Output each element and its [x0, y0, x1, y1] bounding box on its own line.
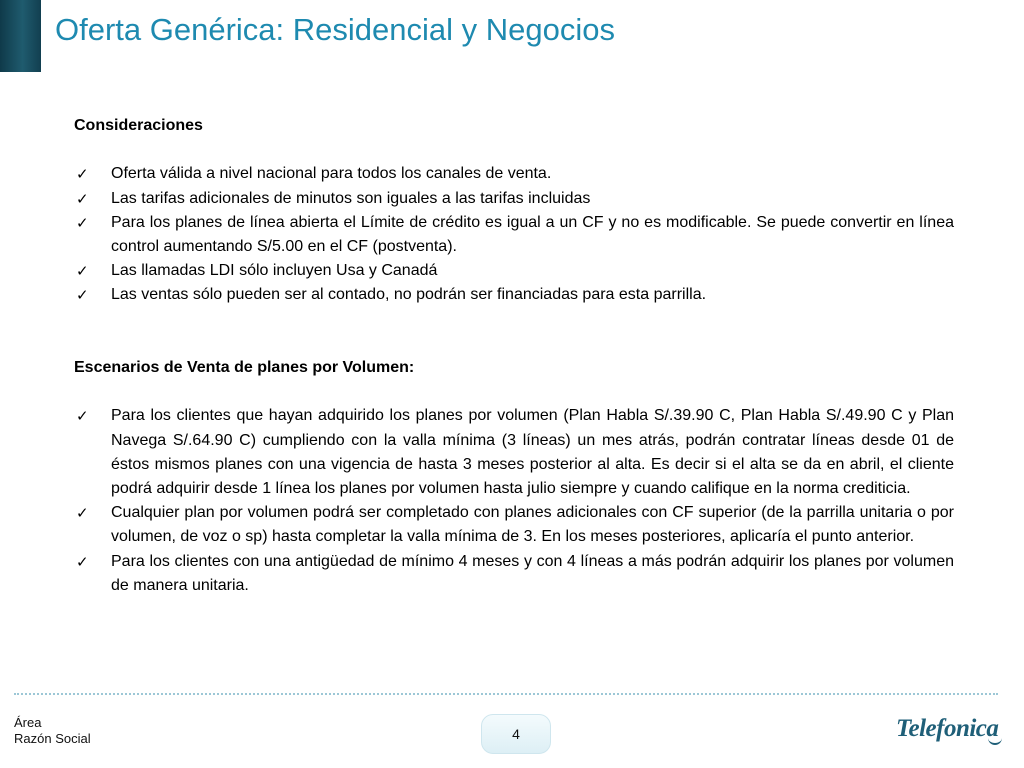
check-icon: ✓ — [76, 213, 89, 232]
footer-divider — [14, 693, 998, 695]
slide-content — [74, 114, 954, 598]
footer-area-label: Área — [14, 715, 42, 730]
page-number-badge — [481, 714, 551, 754]
check-icon: ✓ — [76, 504, 89, 523]
spacer — [74, 380, 954, 404]
bullet-text: Las ventas sólo pueden ser al contado, no podrán ser financiadas para esta parrilla. — [111, 286, 707, 304]
consideraciones-list — [74, 162, 954, 307]
footer-info — [14, 715, 91, 747]
bullet-text: Cualquier plan por volumen podrá ser completado con planes adicionales con CF superior (de la parrilla unitaria o por volumen, de voz o sp) hasta completar la valla mínima de 3. En los meses posteriores, aplicaría el punto anterior. — [111, 504, 954, 546]
logo-swoosh — [988, 738, 1002, 745]
check-icon: ✓ — [76, 286, 89, 305]
page-number: 4 — [512, 726, 520, 742]
bullet-text: Para los clientes que hayan adquirido los planes por volumen (Plan Habla S/.39.90 C, Plan Habla S/.49.90 C y Plan Navega S/.64.90 C) cumpliendo con la valla mínima (3 líneas) un mes atrás, podrán contratar líneas desde 01 de éstos mismos planes con una vigencia de hasta 3 meses posterior al alta. Es decir si el alta se da en abril, el cliente podrá adquirir desde 1 línea los planes por volumen hasta julio siempre y cuando califique en la norma crediticia. — [111, 407, 954, 497]
bullet-text: Para los clientes con una antigüedad de mínimo 4 meses y con 4 líneas a más podrán adquirir los planes por volumen de manera unitaria. — [111, 552, 954, 594]
bullet-item — [74, 162, 954, 186]
spacer — [74, 138, 954, 162]
check-icon: ✓ — [76, 262, 89, 281]
spacer — [74, 332, 954, 356]
bullet-item — [74, 404, 954, 501]
bullet-text: Las llamadas LDI sólo incluyen Usa y Canadá — [111, 262, 438, 280]
corner-accent-block — [0, 0, 41, 72]
check-icon: ✓ — [76, 552, 89, 571]
bullet-item — [74, 501, 954, 549]
bullet-item — [74, 283, 954, 307]
check-icon: ✓ — [76, 165, 89, 184]
bullet-text: Oferta válida a nivel nacional para todos los canales de venta. — [111, 165, 552, 183]
escenarios-list — [74, 404, 954, 598]
section-heading-consideraciones: Consideraciones — [74, 117, 203, 134]
check-icon: ✓ — [76, 189, 89, 208]
bullet-item — [74, 550, 954, 598]
spacer — [74, 308, 954, 332]
bullet-text: Para los planes de línea abierta el Límite de crédito es igual a un CF y no es modificable. Se puede convertir en línea control aumentando S/5.00 en el CF (postventa). — [111, 213, 954, 255]
section-heading-escenarios: Escenarios de Venta de planes por Volumen: — [74, 358, 415, 376]
check-icon: ✓ — [76, 407, 89, 426]
bullet-text: Las tarifas adicionales de minutos son iguales a las tarifas incluidas — [111, 189, 591, 207]
bullet-item — [74, 259, 954, 283]
footer-company-label: Razón Social — [14, 731, 91, 746]
telefonica-logo: Telefonica — [896, 715, 999, 742]
bullet-item — [74, 211, 954, 259]
bullet-item — [74, 187, 954, 211]
slide-title: Oferta Genérica: Residencial y Negocios — [55, 12, 615, 47]
